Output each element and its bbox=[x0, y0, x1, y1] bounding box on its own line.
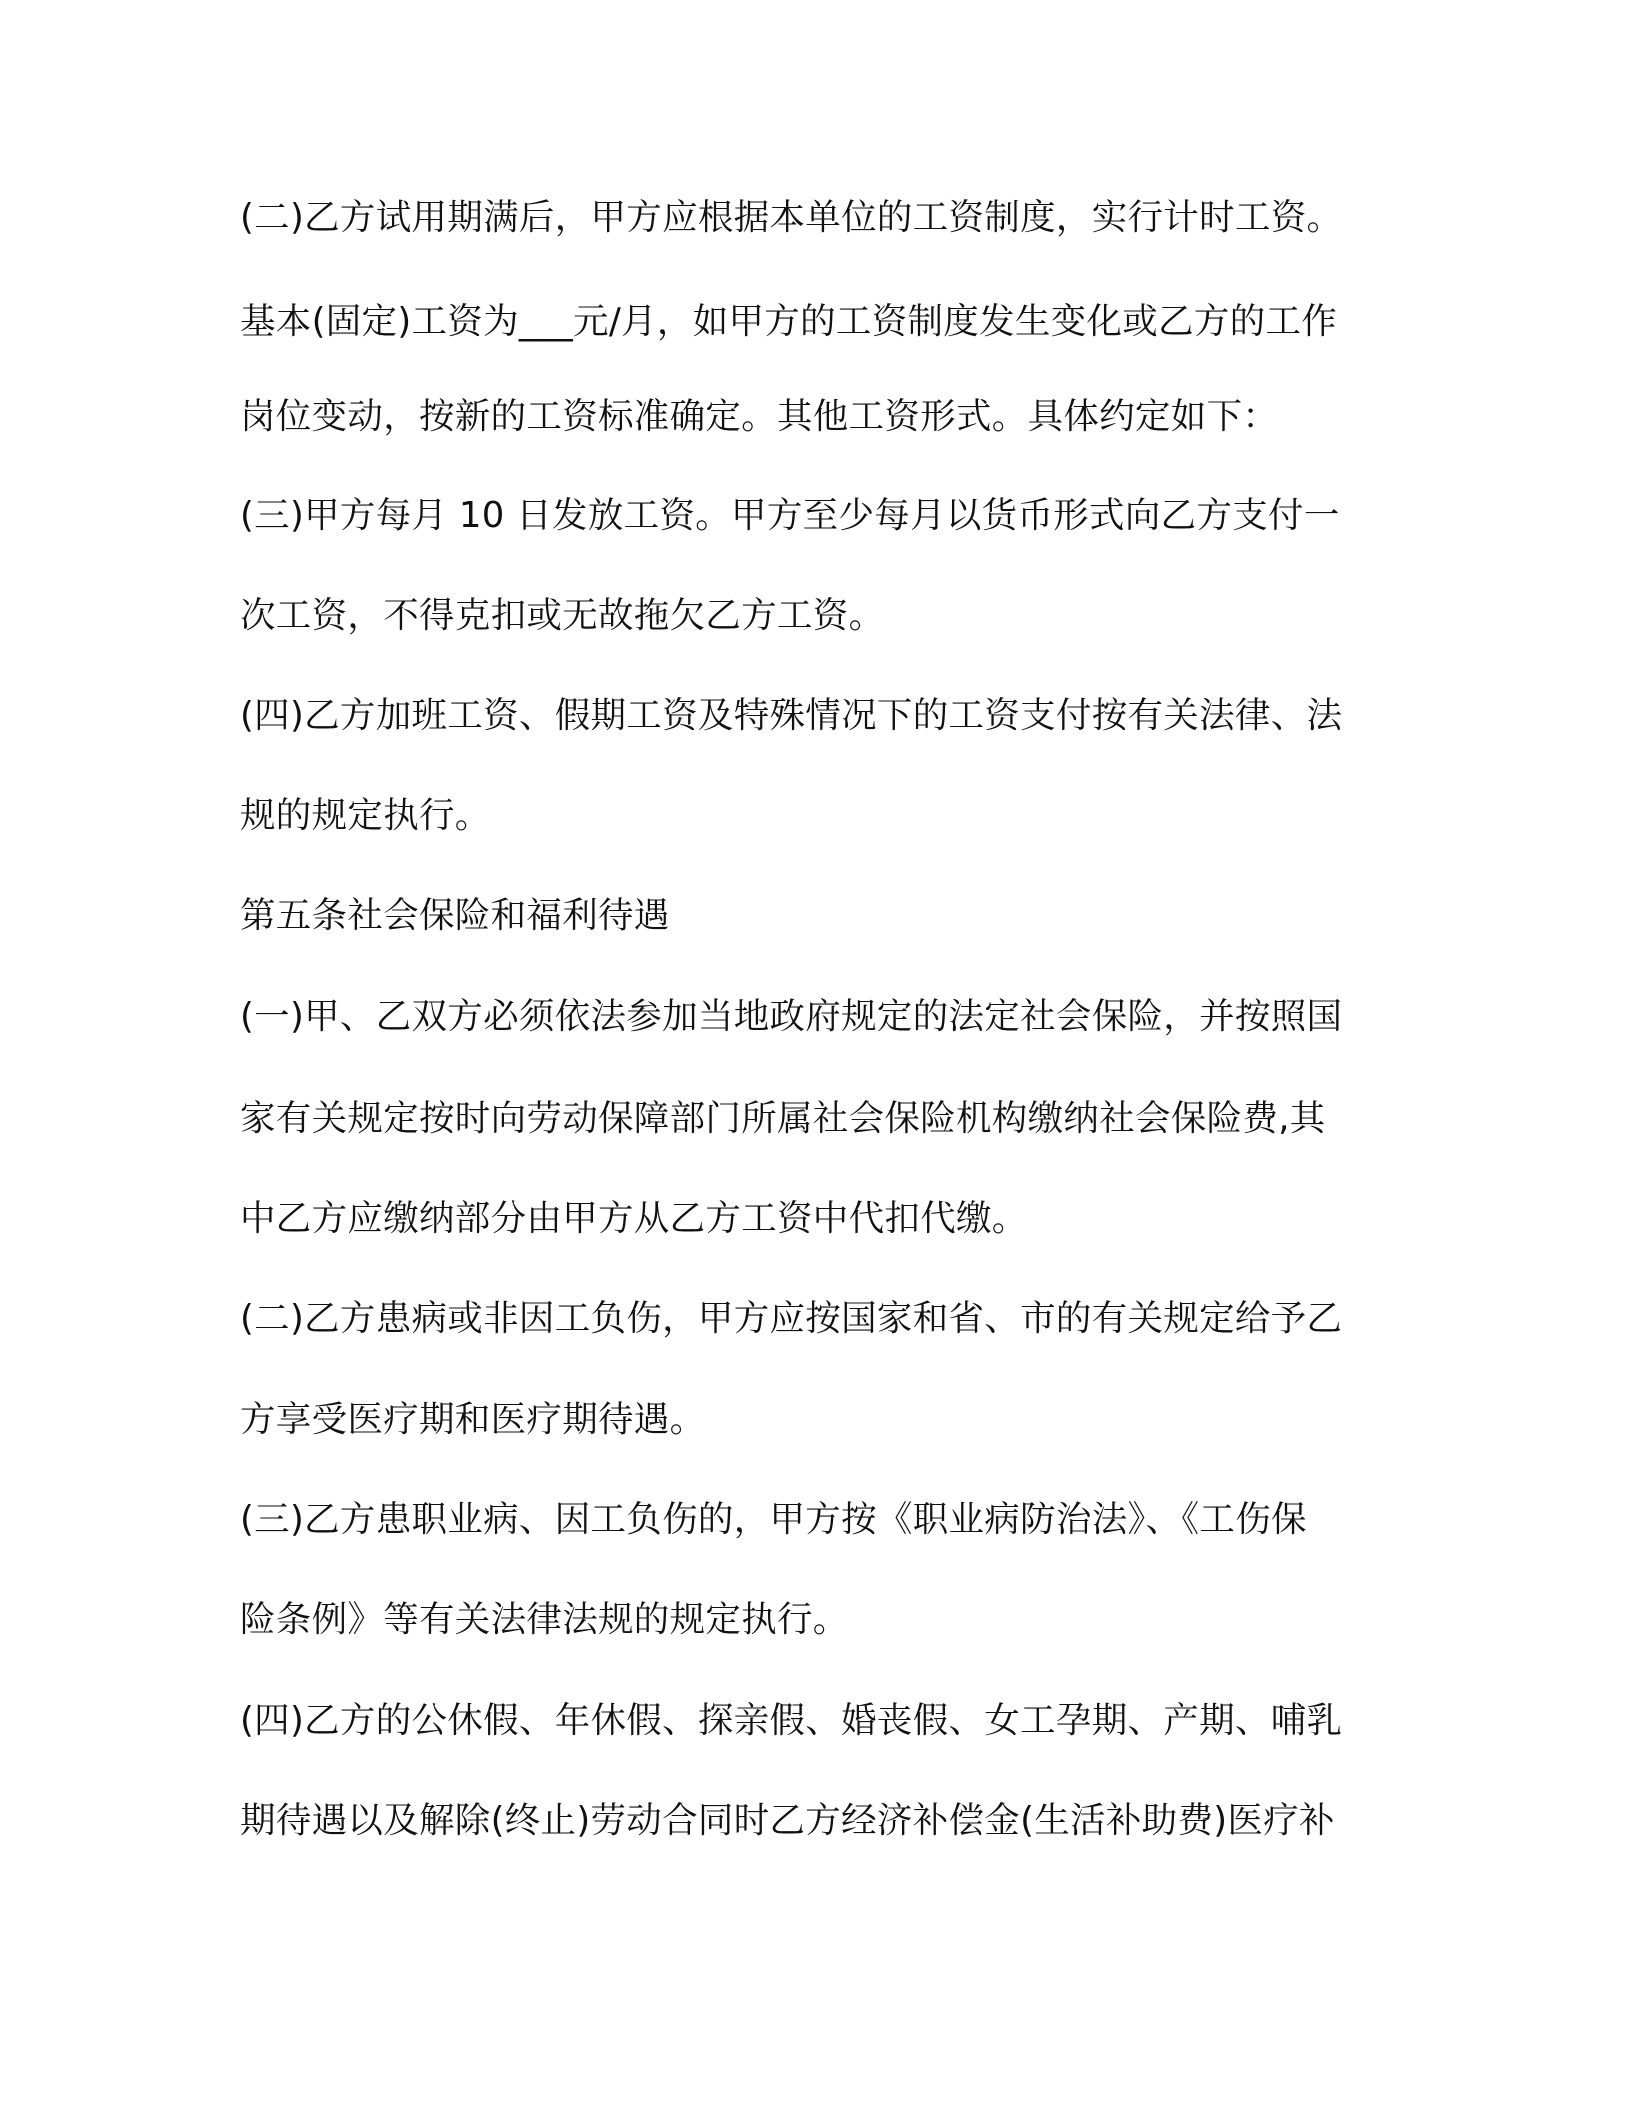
text-line: 次工资，不得克扣或无故拖欠乙方工资。 bbox=[240, 595, 885, 636]
text-line: (三)乙方患职业病、因工负伤的，甲方按《职业病防治法》、《工伤保 bbox=[240, 1499, 1307, 1540]
text-line: (一)甲、乙双方必须依法参加当地政府规定的法定社会保险，并按照国 bbox=[240, 996, 1343, 1037]
text-line: 家有关规定按时向劳动保障部门所属社会保险机构缴纳社会保险费,其 bbox=[240, 1098, 1326, 1139]
text-line: 规的规定执行。 bbox=[240, 795, 491, 836]
text-line: (四)乙方加班工资、假期工资及特殊情况下的工资支付按有关法律、法 bbox=[240, 695, 1343, 736]
text-line: 岗位变动，按新的工资标准确定。其他工资形式。具体约定如下： bbox=[240, 396, 1279, 437]
text-line: (二)乙方患病或非因工负伤，甲方应按国家和省、市的有关规定给予乙 bbox=[240, 1298, 1343, 1339]
text-line: (四)乙方的公休假、年休假、探亲假、婚丧假、女工孕期、产期、哺乳 bbox=[240, 1700, 1343, 1741]
text-line: (二)乙方试用期满后，甲方应根据本单位的工资制度，实行计时工资。 bbox=[240, 197, 1343, 238]
text-line: 中乙方应缴纳部分由甲方从乙方工资中代扣代缴。 bbox=[240, 1198, 1028, 1239]
text-line: 基本(固定)工资为___元/月，如甲方的工资制度发生变化或乙方的工作 bbox=[240, 301, 1338, 342]
text-line: 方享受医疗期和医疗期待遇。 bbox=[240, 1399, 706, 1440]
text-line: 期待遇以及解除(终止)劳动合同时乙方经济补偿金(生活补助费)医疗补 bbox=[240, 1800, 1335, 1841]
text-line: (三)甲方每月 10 日发放工资。甲方至少每月以货币形式向乙方支付一 bbox=[240, 495, 1340, 536]
section-heading: 第五条社会保险和福利待遇 bbox=[240, 895, 670, 936]
text-line: 险条例》等有关法律法规的规定执行。 bbox=[240, 1599, 849, 1640]
